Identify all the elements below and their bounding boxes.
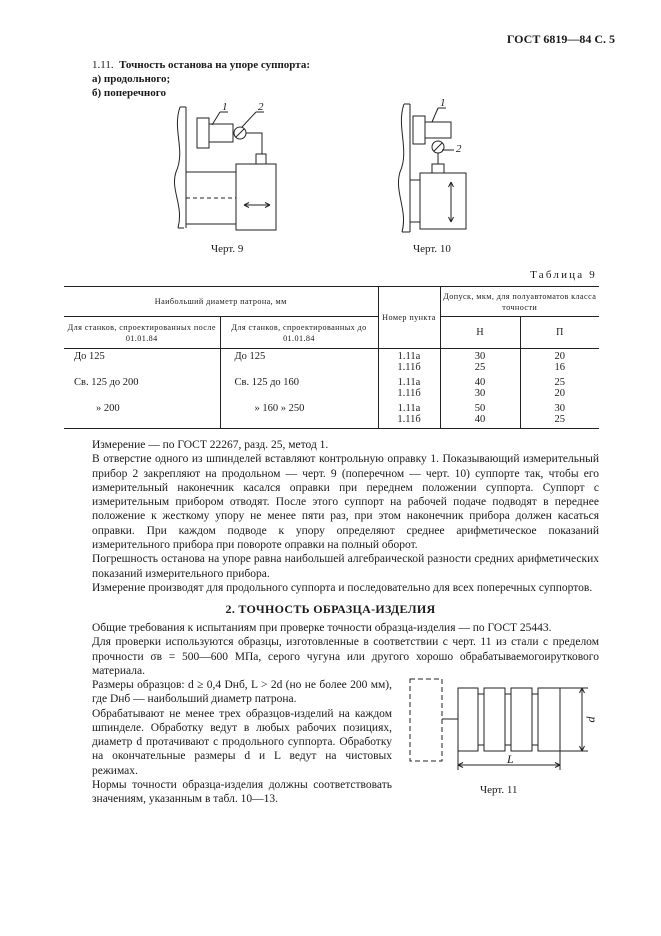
fig11-label-L: L bbox=[507, 752, 514, 766]
table-row bbox=[64, 349, 599, 377]
cell-p: 25 bbox=[554, 413, 565, 425]
body-text-2 bbox=[92, 621, 599, 678]
paragraph: Измерение производят для продольного суппорта и последовательно для всех поперечных суппортов. bbox=[92, 581, 593, 594]
table-9 bbox=[64, 286, 599, 429]
cell-item: 1.11а bbox=[397, 376, 421, 388]
cell-before: » 160 » 250 bbox=[220, 403, 378, 429]
cell-p: 16 bbox=[554, 362, 565, 373]
section-1-11 bbox=[92, 58, 310, 100]
cell-n: 30 bbox=[474, 351, 486, 362]
item-a: а) продольного; bbox=[92, 73, 171, 85]
paragraph: Обрабатывают не менее трех образцов-изделий на каждом шпинделе. Обработку ведут в любых рабочих позициях, диаметр d протачивают с продольного суппорта. Обработку на окончательные размеры d и L ведут на чистовых режимах. bbox=[92, 707, 392, 777]
th-tolerance: Допуск, мкм, для полуавтоматов класса точности bbox=[440, 287, 599, 317]
cell-item: 1.11а bbox=[397, 402, 421, 414]
fig10-caption: Черт. 10 bbox=[413, 243, 451, 255]
th-item: Номер пункта bbox=[378, 287, 440, 349]
fig10-label-1: 1 bbox=[440, 97, 446, 109]
fig9-caption: Черт. 9 bbox=[211, 243, 244, 255]
fig9-label-1: 1 bbox=[222, 101, 228, 113]
page-header: ГОСТ 6819—84 С. 5 bbox=[506, 32, 615, 46]
section-number: 1.11. bbox=[92, 59, 114, 71]
fig9-label-2: 2 bbox=[258, 101, 264, 113]
cell-n: 25 bbox=[474, 362, 486, 373]
paragraph: Измерение — по ГОСТ 22267, разд. 25, метод 1. bbox=[92, 439, 329, 451]
th-diameter: Наибольший диаметр патрона, мм bbox=[64, 287, 378, 317]
paragraph: Погрешность останова на упоре равна наибольшей алгебраической разности средних арифметических показаний измерительного прибора. bbox=[92, 553, 599, 580]
item-b: б) поперечного bbox=[92, 87, 166, 99]
th-p: П bbox=[520, 317, 599, 349]
cell-p: 20 bbox=[554, 387, 565, 399]
section-title: Точность останова на упоре суппорта: bbox=[119, 59, 310, 71]
th-after: Для станков, спроектированных после 01.01.84 bbox=[64, 317, 220, 349]
cell-before: Св. 125 до 160 bbox=[220, 377, 378, 403]
body-text-1 bbox=[92, 438, 599, 595]
cell-after: Св. 125 до 200 bbox=[74, 376, 139, 388]
cell-n: 40 bbox=[474, 413, 486, 425]
cell-after: » 200 bbox=[96, 402, 120, 414]
cell-p: 20 bbox=[554, 351, 565, 362]
th-n: Н bbox=[440, 317, 520, 349]
cell-n: 50 bbox=[474, 402, 486, 414]
cell-p: 25 bbox=[554, 376, 565, 388]
paragraph: В отверстие одного из шпинделей вставляют контрольную оправку 1. Показывающий измерительный прибор 2 закрепляют на продольном — черт. 9 (поперечном — черт. 10) суппорте так, чтобы его измерительный наконечник касался оправки при переднем положении суппорта. Суппорт с измерительным прибором отводят. После этого суппорт на рабочей подаче подводят в переднее положение к жесткому упору не менее пяти раз, при этом наконечник прибора должен касаться оправки. При каждом подводе к упору определяют среднее арифметическое показаний измерительного прибора при повороте оправки на полный оборот. bbox=[92, 453, 599, 552]
fig11-label-d: d bbox=[583, 716, 598, 723]
paragraph: Общие требования к испытаниям при проверке точности образца-изделия — по ГОСТ 25443. bbox=[92, 622, 552, 634]
cell-item: 1.11а bbox=[397, 351, 421, 362]
fig11-caption: Черт. 11 bbox=[480, 784, 518, 796]
cell-before: До 125 bbox=[220, 349, 378, 377]
table-row bbox=[64, 403, 599, 429]
th-before: Для станков, спроектированных до 01.01.84 bbox=[220, 317, 378, 349]
paragraph: Нормы точности образца-изделия должны соответствовать значениям, указанным в табл. 10—13. bbox=[92, 779, 392, 806]
cell-item: 1.11б bbox=[397, 387, 421, 399]
fig10-label-2: 2 bbox=[456, 143, 462, 155]
body-text-3 bbox=[92, 678, 392, 807]
cell-p: 30 bbox=[554, 402, 565, 414]
table-row bbox=[64, 377, 599, 403]
paragraph: Для проверки используются образцы, изготовленные в соответствии с черт. 11 из стали с пределом прочности σв = 500—600 МПа, серого чугуна или другого хорошо обрабатываемогоируткового материала. bbox=[92, 636, 599, 677]
cell-item: 1.11б bbox=[397, 413, 421, 425]
cell-n: 40 bbox=[474, 376, 486, 388]
cell-n: 30 bbox=[474, 387, 486, 399]
cell-after: До 125 bbox=[74, 351, 105, 362]
table9-caption: Таблица 9 bbox=[530, 269, 597, 281]
section-2-title: 2. ТОЧНОСТЬ ОБРАЗЦА-ИЗДЕЛИЯ bbox=[225, 602, 436, 616]
paragraph: Размеры образцов: d ≥ 0,4 Dнб, L > 2d (но не более 200 мм), где Dнб — наибольший диаметр патрона. bbox=[92, 679, 392, 706]
cell-item: 1.11б bbox=[397, 362, 421, 373]
